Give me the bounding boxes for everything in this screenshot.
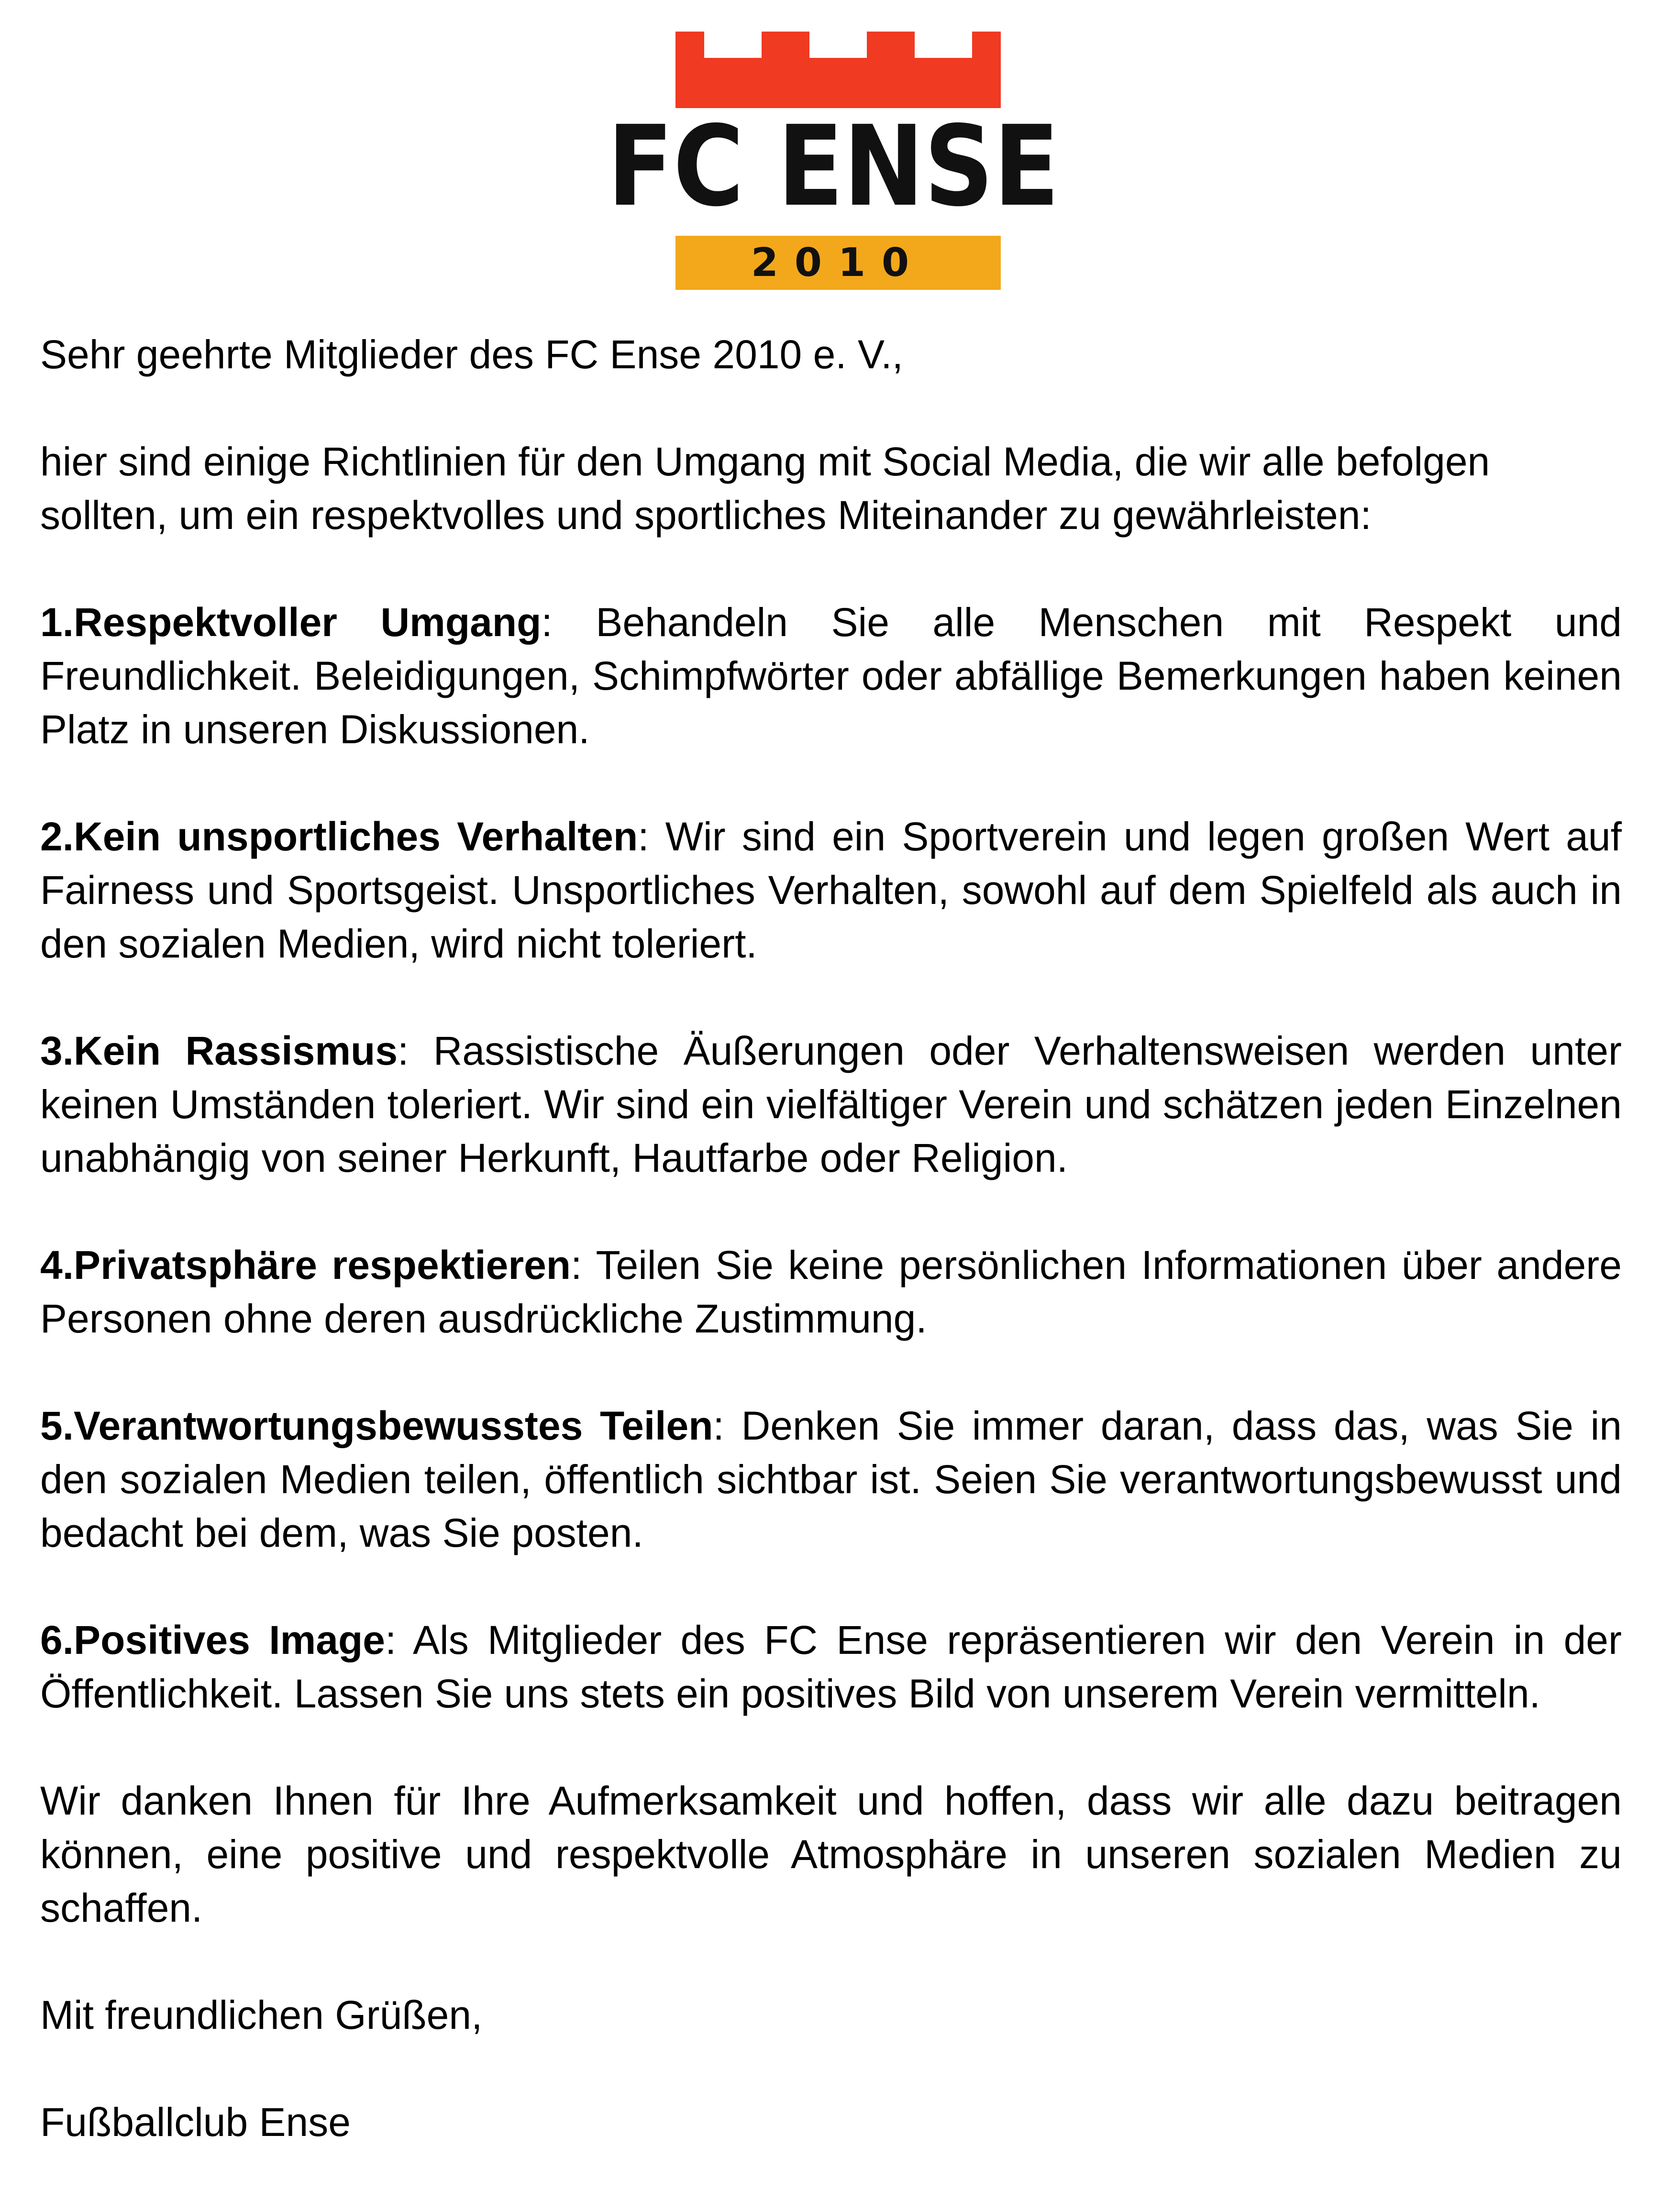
rule-title: 6.Positives Image <box>40 1618 385 1662</box>
rule-respect <box>40 595 1622 756</box>
rule-sportsmanship <box>40 810 1622 970</box>
rule-text: : Denken Sie immer daran, dass das, was Sie in den sozialen Medien teilen, öffentlich sichtbar ist. Seien Sie verantwortungsbewusst und bedacht bei dem, was Sie posten. <box>40 1403 1622 1555</box>
rule-text: : Behandeln Sie alle Menschen mit Respekt und Freundlichkeit. Beleidigungen, Schimpfwörter oder abfällige Bemerkungen haben keinen Platz in unseren Diskussionen. <box>40 600 1622 752</box>
thanks-paragraph: Wir danken Ihnen für Ihre Aufmerksamkeit und hoffen, dass wir alle dazu beitragen können, eine positive und respektvolle Atmosphäre in unseren sozialen Medien zu schaffen. <box>40 1778 1622 1930</box>
rule-title: 3.Kein Rassismus <box>40 1028 398 1073</box>
rule-text: : Teilen Sie keine persönlichen Informationen über andere Personen ohne deren ausdrückliche Zustimmung. <box>40 1243 1622 1341</box>
rule-privacy <box>40 1238 1622 1345</box>
rule-title: 5.Verantwortungsbewusstes Teilen <box>40 1403 713 1448</box>
rule-title: 1.Respektvoller Umgang <box>40 600 542 645</box>
salutation: Sehr geehrte Mitglieder des FC Ense 2010 e. V., <box>40 332 903 377</box>
club-logo <box>604 32 1063 290</box>
logo-wordmark: FC ENSE <box>607 102 1060 231</box>
logo-year: 2010 <box>751 240 926 286</box>
rule-no-racism <box>40 1024 1622 1185</box>
rule-text: : Als Mitglieder des FC Ense repräsentieren wir den Verein in der Öffentlichkeit. Lassen Sie uns stets ein positives Bild von unserem Verein vermitteln. <box>40 1618 1622 1716</box>
intro-paragraph: hier sind einige Richtlinien für den Umgang mit Social Media, die wir alle befolgen sollten, um ein respektvolles und sportliches Miteinander zu gewährleisten: <box>40 439 1490 538</box>
club-logo-graphic <box>604 32 1063 290</box>
rule-positive-image <box>40 1613 1622 1720</box>
letter-body <box>40 328 1622 2149</box>
rule-text: : Rassistische Äußerungen oder Verhaltensweisen werden unter keinen Umständen toleriert. Wir sind ein vielfältiger Verein und schätzen jeden Einzelnen unabhängig von seiner Herkunft, Hautfarbe oder Religion. <box>40 1028 1622 1180</box>
rule-text: : Wir sind ein Sportverein und legen großen Wert auf Fairness und Sportsgeist. Unsportliches Verhalten, sowohl auf dem Spielfeld als auch in den sozialen Medien, wird nicht toleriert. <box>40 814 1622 966</box>
rule-responsible-sharing <box>40 1399 1622 1560</box>
signature: Fußballclub Ense <box>40 2100 351 2145</box>
logo-battlement <box>675 32 1001 108</box>
rule-title: 4.Privatsphäre respektieren <box>40 1243 571 1288</box>
rule-title: 2.Kein unsportliches Verhalten <box>40 814 638 859</box>
closing: Mit freundlichen Grüßen, <box>40 1992 483 2037</box>
